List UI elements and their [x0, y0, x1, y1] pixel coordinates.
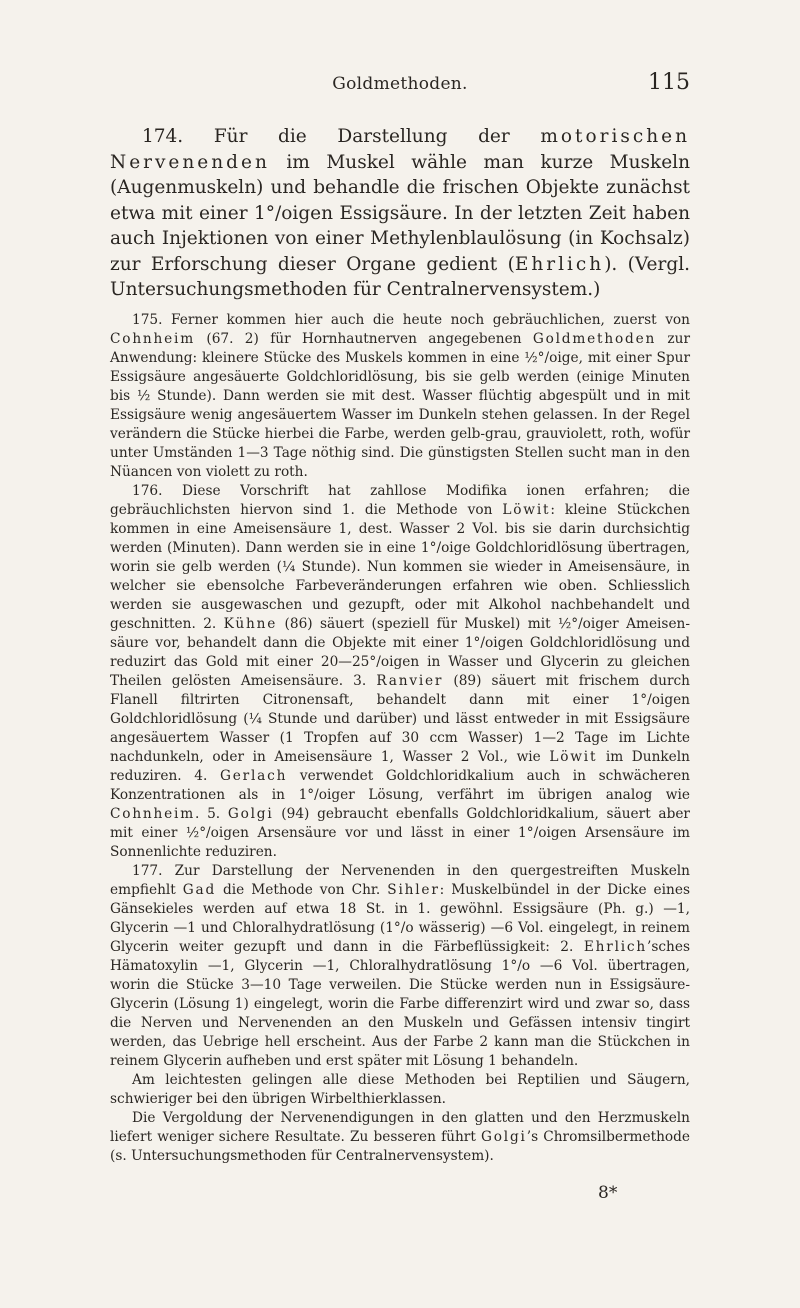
text-run: ’s Chromsilbermethode (s. Untersuchungsmethoden für Centralnervensystem). [110, 1128, 690, 1164]
author-name: Ehrlich [514, 253, 605, 275]
page-number: 115 [648, 70, 690, 95]
text-run: (89) säuert mit frischem durch Flanell filtrirten Citronensaft, behandelt dann mit einer 1°/oigen Goldchloridlösung (¼ Stunde und darüber) und lässt entweder in mit Essigsäure angesäuertem Wasser (1 Tropfen auf 30 ccm Wasser) 1—2 Tage im Lichte nachdunkeln, oder in Ameisensäure 1, Wasser 2 Vol., wie [110, 672, 690, 765]
sheet-signature: 8* [598, 1183, 618, 1203]
paragraph-177 [110, 862, 690, 1071]
paragraph-174 [110, 124, 690, 303]
author-name: Cohnheim [110, 330, 196, 347]
text-run: im Dunkeln reduziren. 4. [110, 748, 690, 784]
paragraph-smooth-heart-muscle [110, 1109, 690, 1166]
text-run: 176. Diese Vorschrift hat zahllose Modifika ionen erfahren; die gebräuchlichsten hiervon sind 1. die Methode von [110, 482, 690, 518]
author-name: Kühne [223, 615, 278, 632]
running-title: Goldmethoden. [332, 74, 468, 94]
text-run: verwendet Goldchloridkalium auch in schwächeren Konzentrationen als in 1°/oiger Lösung, verfährt im übrigen analog wie [110, 767, 690, 803]
paragraph-175 [110, 311, 690, 482]
text-run: (86) säuert (speziell für Muskel) mit ½°/oiger Ameisensäure vor, behandelt dann die Objekte mit einer 1°/oigen Goldchloridlösung und reduzirt das Gold mit einer 20—25°/oigen in Wasser und Glycerin zu gleichen Theilen gelösten Ameisensäure. 3. [110, 615, 690, 689]
author-name: Löwit [549, 748, 598, 765]
emphasis-gold-methods: Goldmethoden [532, 330, 657, 347]
page-body [110, 124, 690, 1166]
text-run: 175. Ferner kommen hier auch die heute noch gebräuchlichen, zuerst von [132, 311, 690, 328]
paragraph-176 [110, 482, 690, 862]
text-run: . 5. [195, 805, 228, 822]
text-run: : kleine Stückchen kommen in eine Ameisensäure 1, dest. Wasser 2 Vol. bis sie darin durchsichtig werden (Minuten). Dann werden sie in eine 1°/oige Goldchloridlösung übertragen, worin sie gelb werden (¼ Stunde). Nun kommen sie wieder in Ameisensäure, in welcher sie ebensolche Farbeveränderungen erfahren wie oben. Schliesslich werden sie ausgewaschen und gezupft, oder mit Alkohol nachbehandelt und geschnitten. 2. [110, 501, 690, 632]
text-run: zur Anwendung: kleinere Stücke des Muskels kommen in eine ½°/oige, mit einer Spur Essigsäure angesäuerte Goldchloridlösung, bis sie gelb werden (einige Minuten bis ½ Stunde). Dann werden sie mit dest. Wasser flüchtig abgespült und in mit Essigsäure wenig angesäuertem Wasser im Dunkeln stehen gelassen. In der Regel verändern die Stücke hierbei die Farbe, werden gelb-grau, grauviolett, roth, wofür unter Umständen 1—3 Tage nöthig sind. Die günstigsten Stellen sucht man in den Nüancen von violett zu roth. [110, 330, 690, 480]
text-run: (67. 2) für Hornhautnerven angegebenen [195, 330, 533, 347]
text-run: Die Vergoldung der Nervenendigungen in den glatten und den Herzmuskeln liefert weniger sichere Resultate. Zu besseren führt [110, 1109, 690, 1145]
author-name: Golgi [227, 805, 274, 822]
author-name: Cohnheim [110, 805, 196, 822]
author-name: Ehrlich [583, 938, 648, 955]
text-run: 177. Zur Darstellung der Nervenenden in den quergestreiften Muskeln empfiehlt [110, 862, 690, 898]
author-name: Sihler [387, 881, 440, 898]
text-run: die Methode von Chr. [216, 881, 388, 898]
text-run: im Muskel wähle man kurze Muskeln (Augenmuskeln) und behandle die frischen Objekte zunächst etwa mit einer 1°/oigen Essigsäure. In der letzten Zeit haben auch Injektionen von einer Methylenblaulösung (in Kochsalz) zur Erforschung dieser Organe gedient ( [110, 151, 690, 275]
author-name: Ranvier [376, 672, 444, 689]
author-name: Löwit [502, 501, 551, 518]
text-run: (94) gebraucht ebenfalls Goldchloridkalium, säuert aber mit einer ½°/oigen Arsensäure vor und lässt in einer 1°/oigen Arsensäure im Sonnenlichte reduziren. [110, 805, 690, 860]
text-run: ). (Vergl. Untersuchungsmethoden für Centralnervensystem.) [110, 253, 690, 300]
text-run: 174. Für die Darstellung der [142, 126, 541, 147]
paragraph-reptiles-mammals: Am leichtesten gelingen alle diese Methoden bei Reptilien und Säugern, schwieriger bei den übrigen Wirbelthierklassen. [110, 1071, 690, 1107]
author-name: Gerlach [219, 767, 288, 784]
emphasis-motor-nerve-endings: motorischen Nervenenden [110, 126, 690, 173]
author-name: Gad [182, 881, 217, 898]
text-run: ’sches Hämatoxylin —1, Glycerin —1, Chloralhydratlösung 1°/o —6 Vol. übertragen, worin die Stücke 3—10 Tage verweilen. Die Stücke werden nun in Essigsäure-Glycerin (Lösung 1) eingelegt, worin die Farbe differenzirt wird und zwar so, dass die Nerven und Nervenenden an den Muskeln und Gefässen intensiv tingirt werden, das Uebrige hell erscheint. Aus der Farbe 2 kann man die Stückchen in reinem Glycerin aufheben und erst später mit Lösung 1 behandeln. [110, 938, 690, 1069]
page-header [0, 70, 800, 104]
author-name: Golgi [481, 1128, 527, 1145]
text-run: : Muskelbündel in der Dicke eines Gänsekieles werden auf etwa 18 St. in 1. gewöhnl. Essigsäure (Ph. g.) —1, Glycerin —1 und Chloralhydratlösung (1°/o wässerig) —6 Vol. eingelegt, in reinem Glycerin weiter gezupft und dann in die Färbeflüssigkeit: 2. [110, 881, 690, 955]
